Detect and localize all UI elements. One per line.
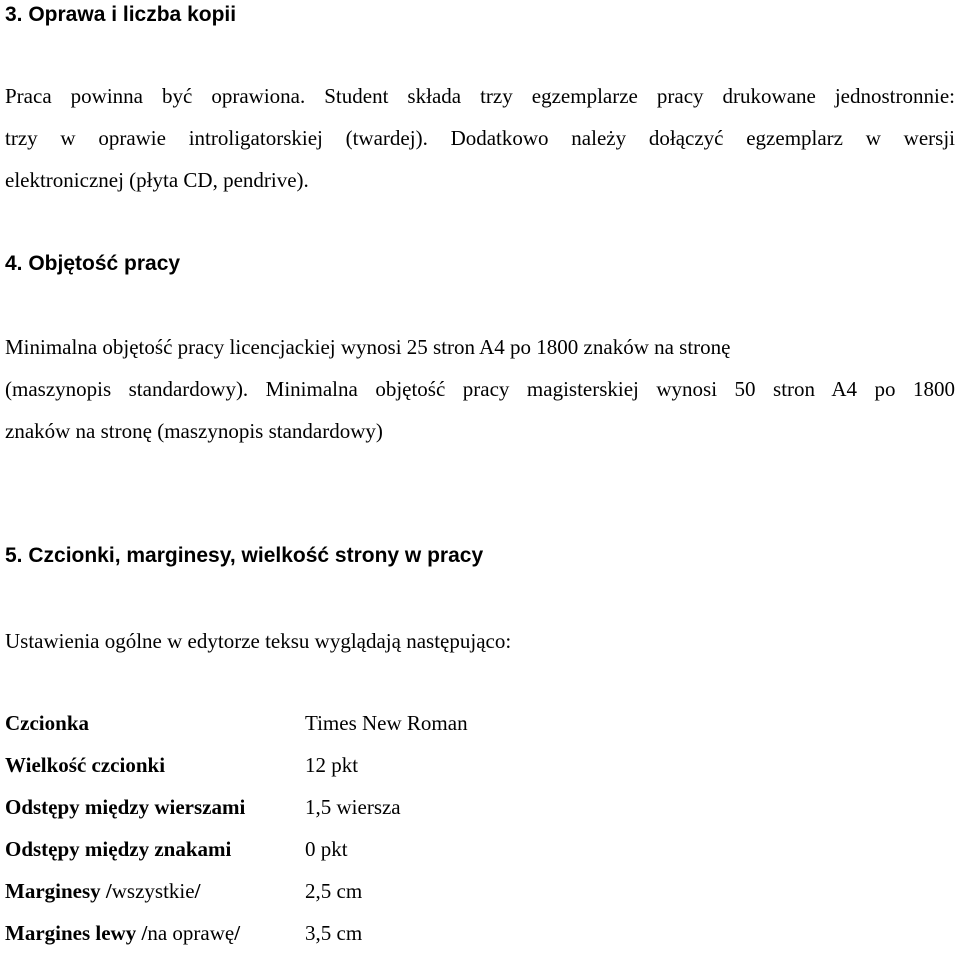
section-5-heading: 5. Czcionki, marginesy, wielkość strony w pracy: [5, 544, 484, 567]
settings-row-font: [5, 702, 955, 744]
settings-value: 0 pkt: [305, 837, 348, 861]
section-3-line-1: Praca powinna być oprawiona. Student składa trzy egzemplarze pracy drukowane jednostronnie:: [5, 84, 955, 108]
section-3-line-3: elektronicznej (płyta CD, pendrive).: [5, 168, 309, 192]
settings-value: 2,5 cm: [305, 879, 363, 903]
section-3-heading: 3. Oprawa i liczba kopii: [5, 3, 237, 26]
section-3-paragraph: [5, 75, 955, 201]
settings-row-line-spacing: [5, 786, 955, 828]
settings-label: Margines lewy /na oprawę/: [5, 921, 241, 945]
settings-row-font-size: [5, 744, 955, 786]
settings-value: Times New Roman: [305, 711, 468, 735]
settings-label: Czcionka: [5, 711, 89, 735]
settings-label: Marginesy /wszystkie/: [5, 879, 201, 903]
settings-label: Odstępy między wierszami: [5, 795, 246, 819]
section-4-line-1: Minimalna objętość pracy licencjackiej wynosi 25 stron A4 po 1800 znaków na stronę: [5, 335, 731, 359]
section-4-heading: 4. Objętość pracy: [5, 252, 181, 275]
settings-label: Odstępy między znakami: [5, 837, 232, 861]
section-4-line-3: znaków na stronę (maszynopis standardowy): [5, 419, 383, 443]
section-4-paragraph: [5, 326, 955, 452]
settings-row-char-spacing: [5, 828, 955, 870]
settings-label: Wielkość czcionki: [5, 753, 166, 777]
section-3-line-2: trzy w oprawie introligatorskiej (twardej). Dodatkowo należy dołączyć egzemplarz w wersji: [5, 126, 955, 150]
settings-row-margins: [5, 870, 955, 912]
settings-value: 3,5 cm: [305, 921, 363, 945]
section-5-intro: Ustawienia ogólne w edytorze teksu wyglądają następująco:: [5, 629, 512, 653]
section-4-line-2: (maszynopis standardowy). Minimalna objętość pracy magisterskiej wynosi 50 stron A4 po 1800: [5, 377, 955, 401]
settings-value: 1,5 wiersza: [305, 795, 401, 819]
settings-value: 12 pkt: [305, 753, 359, 777]
